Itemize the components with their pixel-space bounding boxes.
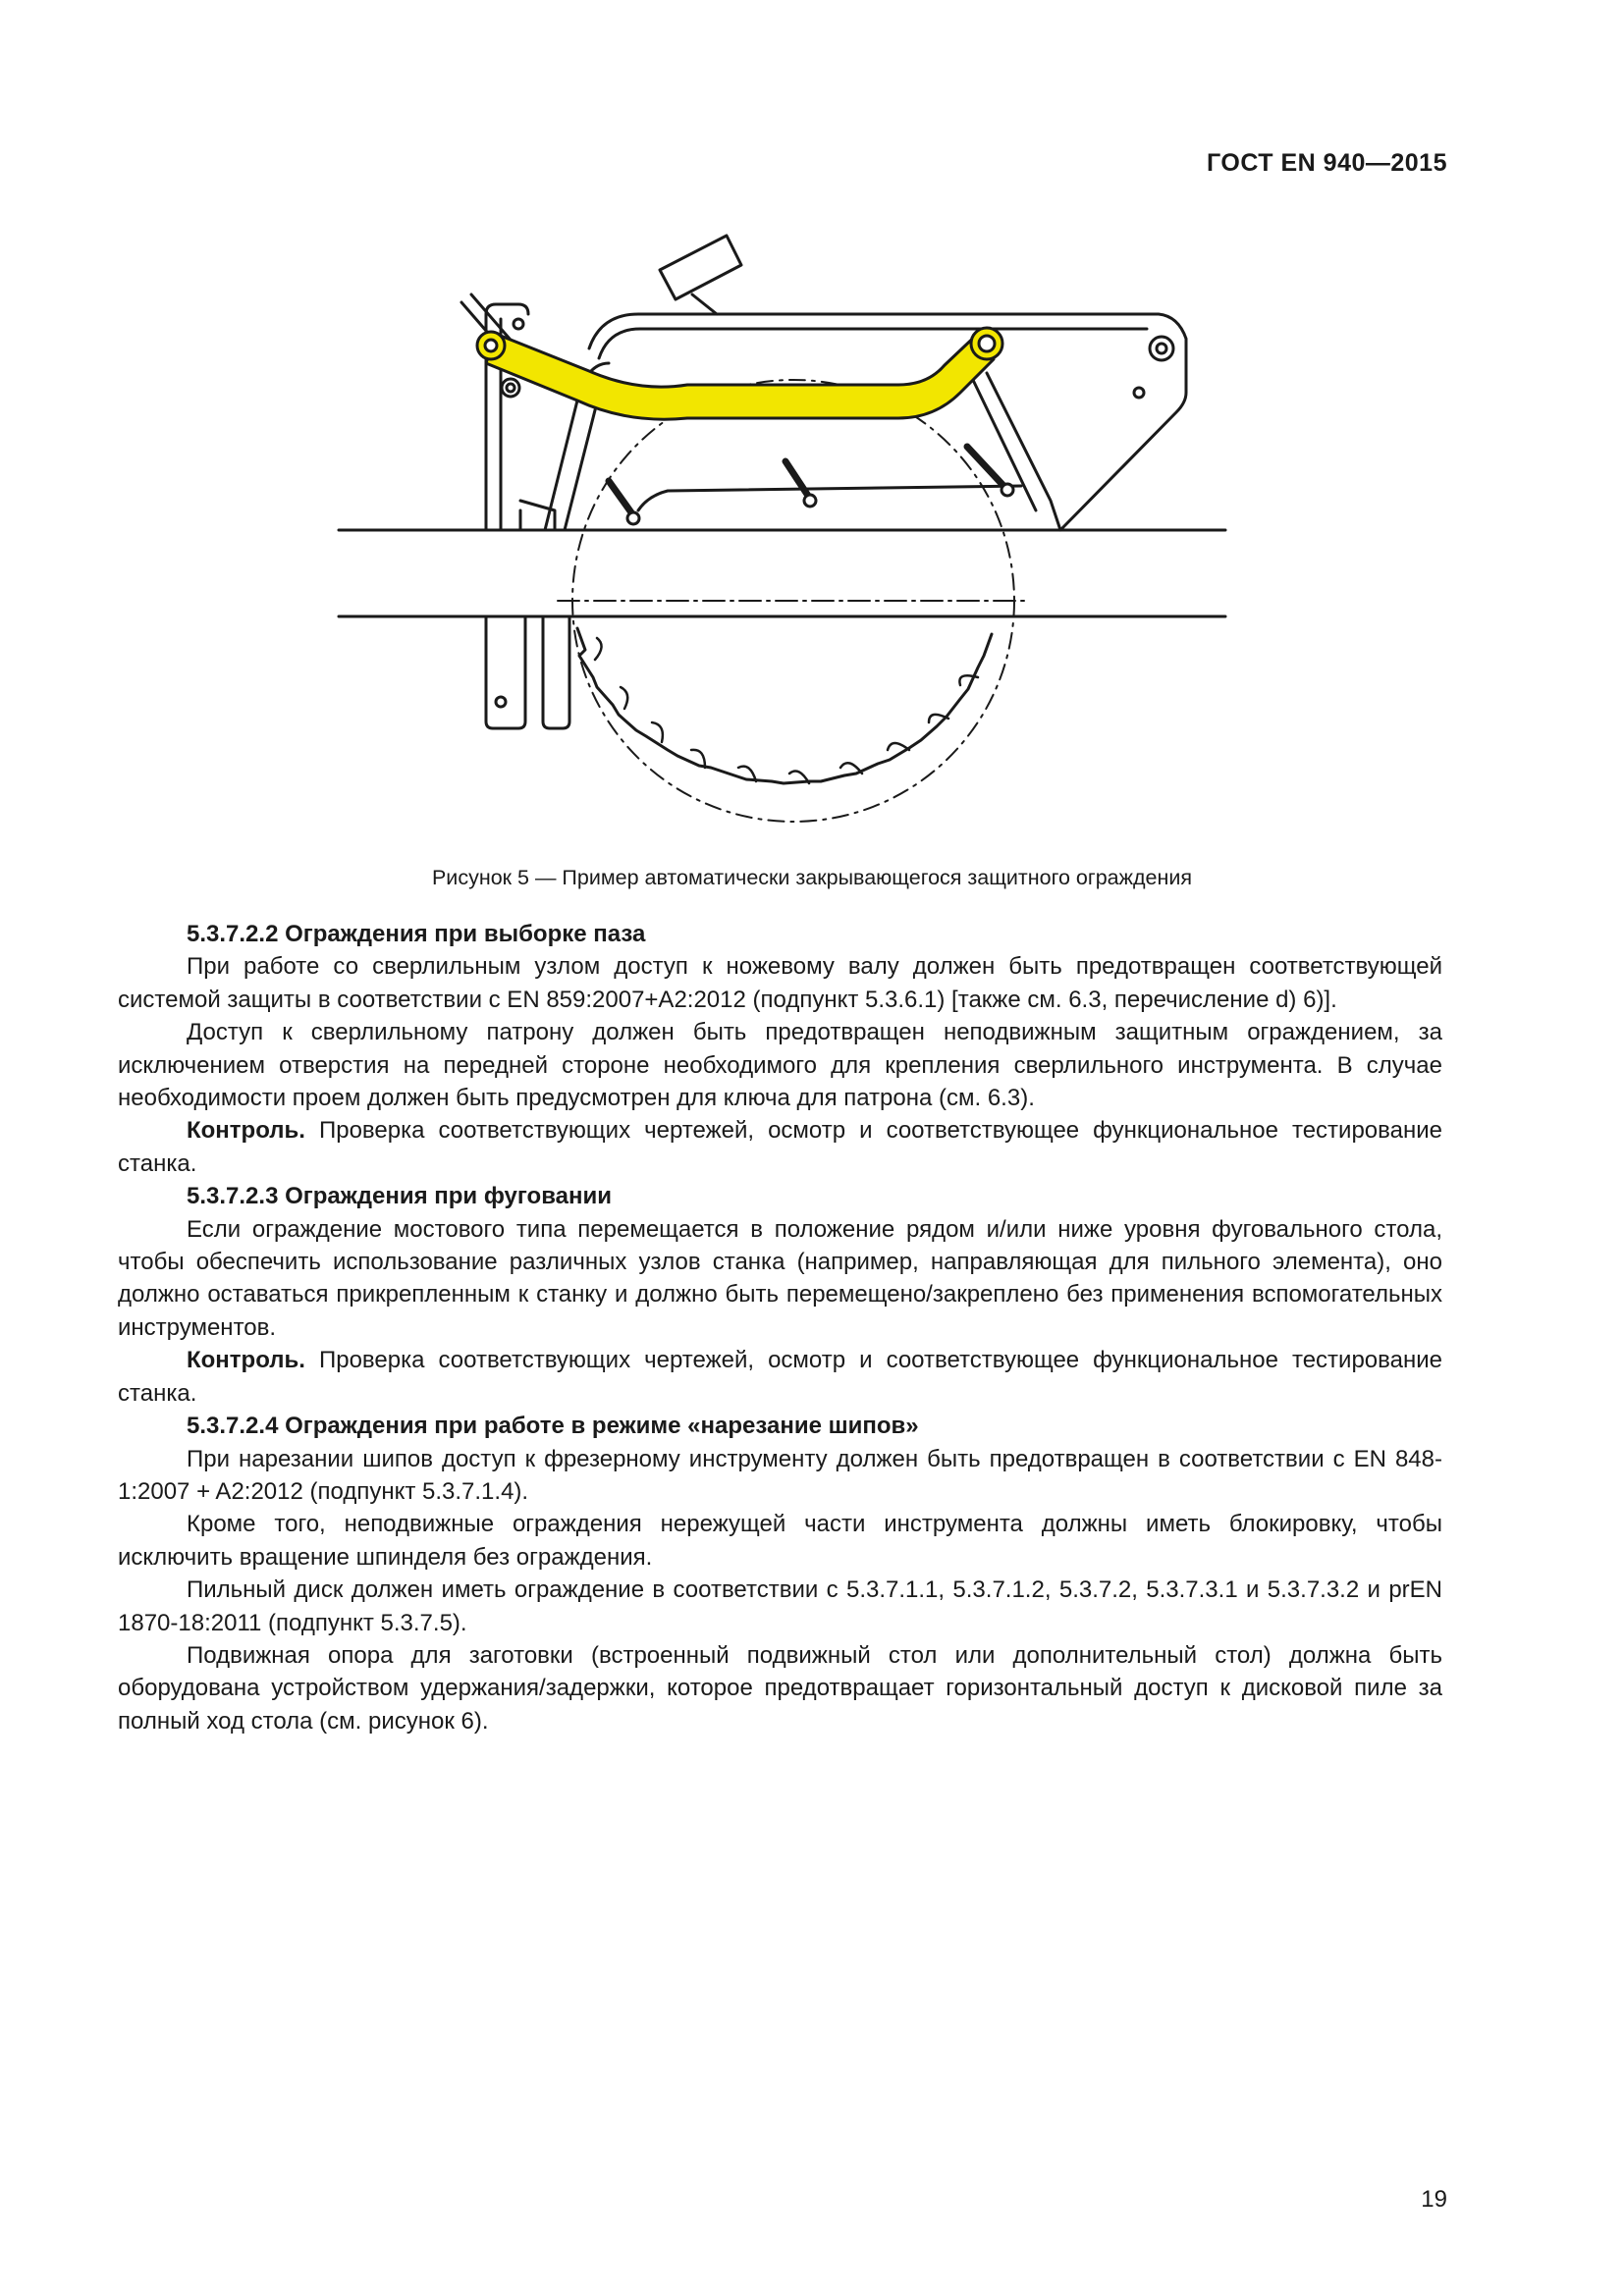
guard-housing: [545, 236, 1186, 530]
table-lines: [339, 530, 1225, 616]
control-paragraph: [118, 1344, 1442, 1410]
lower-legs: [486, 616, 569, 728]
front-bracket: [461, 294, 555, 530]
guard-arm: [477, 328, 1002, 419]
control-paragraph: [118, 1114, 1442, 1180]
paragraph: Кроме того, неподвижные ограждения нережущей части инструмента должны иметь блокировку, чтобы исключить вращение шпинделя без ограждения.: [118, 1511, 1442, 1571]
section-heading: 5.3.7.2.3 Ограждения при фуговании: [187, 1183, 613, 1210]
control-label: Контроль.: [187, 1347, 305, 1374]
figure-caption: Рисунок 5 — Пример автоматически закрывающегося защитного ограждения: [431, 866, 1193, 889]
paragraph: Подвижная опора для заготовки (встроенный подвижный стол или дополнительный стол) должна быть оборудована устройством удержания/задержки, которое предотвращает горизонтальный доступ к дисковой пиле за полный ход стола (см. рисунок 6).: [118, 1641, 1442, 1735]
control-label: Контроль.: [187, 1117, 305, 1145]
saw-guard-figure: [324, 221, 1247, 839]
control-text: Проверка соответствующих чертежей, осмотр и соответствующее функциональное тестирование станка.: [118, 1117, 1442, 1177]
paragraph: Пильный диск должен иметь ограждение в соответствии с 5.3.7.1.1, 5.3.7.1.2, 5.3.7.2, 5.3.7.3.1 и 5.3.7.3.2 и prEN 1870-18:2011 (подпункт 5.3.7.5).: [118, 1576, 1442, 1636]
document-code: ГОСТ EN 940—2015: [1207, 149, 1447, 177]
section-heading: 5.3.7.2.2 Ограждения при выборке паза: [187, 921, 646, 947]
control-text: Проверка соответствующих чертежей, осмотр и соответствующее функциональное тестирование станка.: [118, 1347, 1442, 1407]
paragraph: Если ограждение мостового типа перемещается в положение рядом и/или ниже уровня фуговального стола, чтобы обеспечить использование различных узлов станка (например, направляющая для пильного элемента), оно должно оставаться прикрепленным к станку и должно быть перемещено/закреплено без применения вспомогательных инструментов.: [118, 1215, 1442, 1341]
paragraph: При нарезании шипов доступ к фрезерному инструменту должен быть предотвращен в соответствии с EN 848-1:2007 + A2:2012 (подпункт 5.3.7.1.4).: [118, 1445, 1442, 1505]
page-number: 19: [1421, 2186, 1447, 2213]
section-heading: 5.3.7.2.4 Ограждения при работе в режиме «нарезание шипов»: [187, 1413, 919, 1440]
body-text: [118, 918, 1442, 1737]
paragraph: Доступ к сверлильному патрону должен быть предотвращен неподвижным защитным ограждением, за исключением отверстия на передней стороне необходимого для крепления сверлильного инструмента. В случае необходимости проем должен быть предусмотрен для ключа для патрона (см. 6.3).: [118, 1019, 1442, 1112]
paragraph: При работе со сверлильным узлом доступ к ножевому валу должен быть предотвращен соответствующей системой защиты в соответствии с EN 859:2007+A2:2012 (подпункт 5.3.6.1) [также см. 6.3, перечисление d) 6)].: [118, 953, 1442, 1013]
saw-blade: [558, 380, 1029, 822]
